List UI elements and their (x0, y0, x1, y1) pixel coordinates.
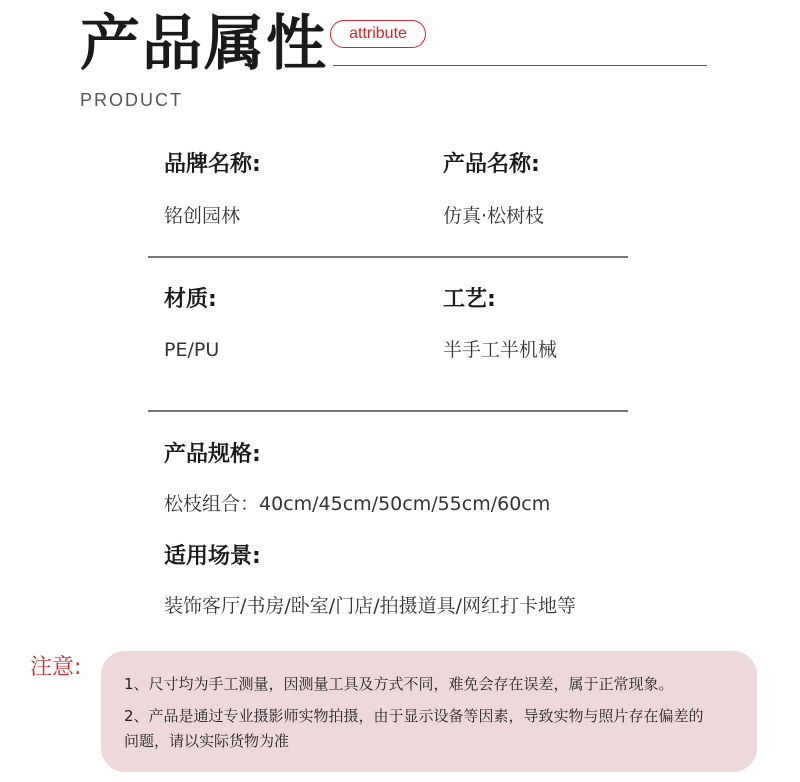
notice-line-2: 2、产品是通过专业摄影师实物拍摄，由于显示设备等因素，导致实物与照片存在偏差的 (124, 707, 704, 725)
page-title: 产品属性 (80, 9, 328, 79)
scenes-label: 适用场景: (164, 544, 261, 569)
notice-label: 注意: (30, 655, 82, 680)
page-subtitle: PRODUCT (80, 90, 183, 110)
brand-label: 品牌名称: (164, 152, 261, 177)
product-name-label: 产品名称: (443, 152, 540, 177)
craft-value: 半手工半机械 (443, 339, 558, 361)
material-label: 材质: (164, 287, 217, 312)
divider (148, 410, 628, 412)
notice-line-2-cont: 问题，请以实际货物为准 (124, 732, 290, 750)
attribute-badge: attribute (330, 20, 426, 48)
craft-label: 工艺: (443, 287, 496, 312)
spec-value: 松枝组合：40cm/45cm/50cm/55cm/60cm (164, 493, 551, 515)
material-value: PE/PU (164, 339, 220, 361)
title-underline (333, 65, 707, 66)
notice-line-1: 1、尺寸均为手工测量，因测量工具及方式不同，难免会存在误差，属于正常现象。 (124, 675, 674, 693)
brand-value: 铭创园林 (164, 205, 241, 227)
product-name-value: 仿真·松树枝 (443, 205, 545, 227)
divider (148, 256, 628, 258)
scenes-value: 装饰客厅/书房/卧室/门店/拍摄道具/网红打卡地等 (164, 595, 577, 617)
spec-label: 产品规格: (164, 442, 261, 467)
